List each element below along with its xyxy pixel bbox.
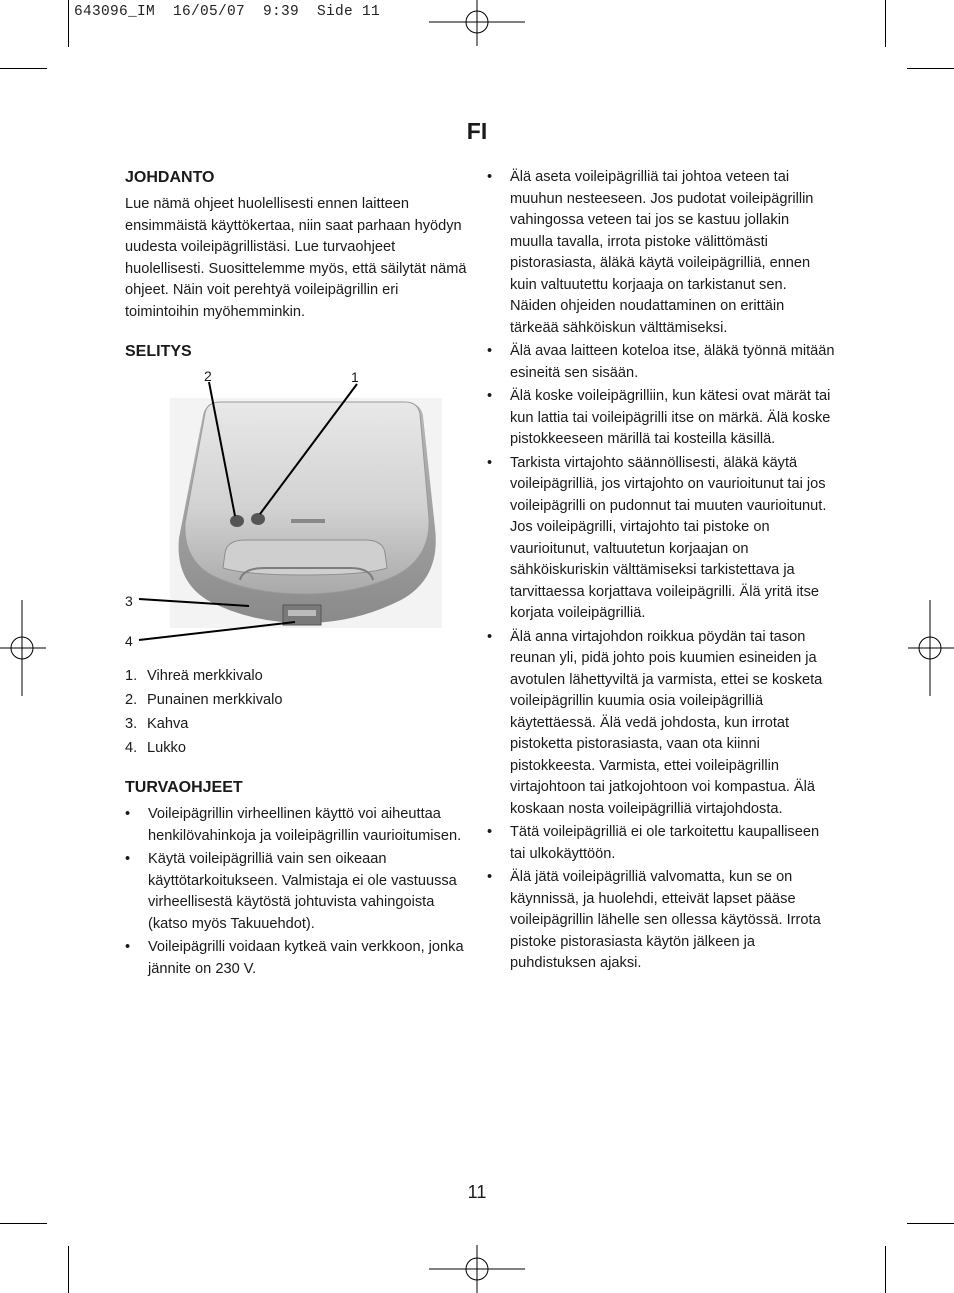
list-item: • Älä anna virtajohdon roikkua pöydän tai tason reunan yli, pidä johto pois kuumien esineiden ja avotulen lähettyviltä ja varmista, ettei se kosketa voileipägrillin kuumia osia voileipägrilliä käytettäessä. Älä vedä johdosta, kun irrotat pistoketta pistorasiasta, vaan ota kiinni pistokkeesta. Varmista, ettei voileipägrillin virtajohtoon tai jatkojohtoon voi kompastua. Älä koskaan nosta voileipägrilliä virtajohdosta. xyxy=(487,628,823,817)
registration-mark-left xyxy=(0,600,46,696)
callout-3: 3 xyxy=(125,593,133,609)
print-slug: 643096_IM 16/05/07 9:39 Side 11 xyxy=(74,4,381,20)
list-item: • Voileipägrilli voidaan kytkeä vain verkkoon, jonka jännite on 230 V. xyxy=(125,939,464,977)
page-number: 11 xyxy=(467,1182,487,1202)
legend-item: 2. Punainen merkkivalo xyxy=(125,692,283,708)
list-item: • Älä aseta voileipägrilliä tai johtoa veteen tai muuhun nesteeseen. Jos pudotat voileipägrillin vahingossa veteen tai jos se kastuu jollakin muulla tavalla, irrota pistoke välittömästi pistorasiasta, äläkä käytä voileipägrilliä, ennen kuin valtuutettu korjaaja on tarkistanut sen. Näiden ohjeiden noudattaminen on erittäin tärkeää sähköiskun välttämiseksi. xyxy=(487,169,814,336)
legend-list xyxy=(125,666,470,760)
list-item: • Tarkista virtajohto säännöllisesti, äläkä käytä voileipägrilliä, jos virtajohto on vaurioitunut tai jos voileipägrilli on pudonnut tai muuten vaurioitunut. Jos voileipägrilli, virtajohto tai pistoke on vaurioitunut, valtuutetun korjaajan on sähköiskuriskin välttämiseksi tarkistettava ja tarvittaessa korjattava voileipägrilli. Älä yritä itse korjata voileipägrilliä. xyxy=(487,454,827,621)
callout-1: 1 xyxy=(351,369,359,385)
crop-mark-bottom-right-h xyxy=(907,1223,954,1224)
legend-item: 3. Kahva xyxy=(125,716,189,732)
safety-heading: TURVAOHJEET xyxy=(125,779,243,796)
registration-mark-right xyxy=(908,600,954,696)
list-item: • Tätä voileipägrilliä ei ole tarkoitettu kaupalliseen tai ulkokäyttöön. xyxy=(487,824,820,862)
registration-mark-bottom xyxy=(429,1245,525,1293)
right-column xyxy=(487,167,835,977)
crop-mark-bottom-left-h xyxy=(0,1223,47,1224)
callout-4: 4 xyxy=(125,633,133,649)
intro-text: Lue nämä ohjeet huolellisesti ennen laitteen ensimmäistä käyttökertaa, niin saat parhaan hyödyn uudesta voileipägrillistäsi. Lue turvaohjeet huolellisesti. Suosittelemme myös, että säilytät nämä ohjeet. Näin voit perehtyä voileipägrillin eri toimintoihin myöhemminkin. xyxy=(125,196,467,320)
list-item: • Älä avaa laitteen koteloa itse, äläkä työnnä mitään esineitä sen sisään. xyxy=(487,343,835,381)
list-item: • Älä jätä voileipägrilliä valvomatta, kun se on käynnissä, ja huolehdi, etteivät lapset pääse voileipägrillin lähelle sen ollessa käytössä. Irrota pistoke pistorasiasta käytön jälkeen ja puhdistuksen ajaksi. xyxy=(487,869,821,971)
list-item: • Voileipägrillin virheellinen käyttö voi aiheuttaa henkilövahinkoja ja voileipägrillin vaurioitumisen. xyxy=(125,806,462,844)
list-item: • Älä koske voileipägrilliin, kun kätesi ovat märät tai kun lattia tai voileipägrilli itse on märkä. Älä koske pistokkeeseen märillä tai kosteilla käsillä. xyxy=(487,388,831,447)
crop-mark-top-left-h xyxy=(0,68,47,69)
crop-mark-top-right-v xyxy=(885,0,886,47)
safety-list-right xyxy=(487,167,835,975)
red-indicator-light xyxy=(230,515,244,527)
intro-heading: JOHDANTO xyxy=(125,169,215,186)
list-item: • Käytä voileipägrilliä vain sen oikeaan käyttötarkoitukseen. Valmistaja ei ole vastuussa virheellisestä käytöstä johtuvista vahingoista (katso myös Takuuehdot). xyxy=(125,851,457,932)
legend-item: 4. Lukko xyxy=(125,740,186,756)
crop-mark-bottom-right-v xyxy=(885,1246,886,1293)
sandwich-grill-illustration xyxy=(125,368,470,658)
sandwich-grill-figure xyxy=(125,368,470,658)
crop-mark-top-right-h xyxy=(907,68,954,69)
legend-item: 1. Vihreä merkkivalo xyxy=(125,668,263,684)
crop-mark-bottom-left-v xyxy=(68,1246,69,1293)
safety-list-left xyxy=(125,804,470,980)
registration-mark-top xyxy=(429,0,525,46)
green-indicator-light xyxy=(251,513,265,525)
legend-heading: SELITYS xyxy=(125,343,192,360)
crop-mark-top-left-v xyxy=(68,0,69,47)
callout-2: 2 xyxy=(204,368,212,384)
language-heading: FI xyxy=(466,118,488,144)
left-column xyxy=(125,167,470,982)
